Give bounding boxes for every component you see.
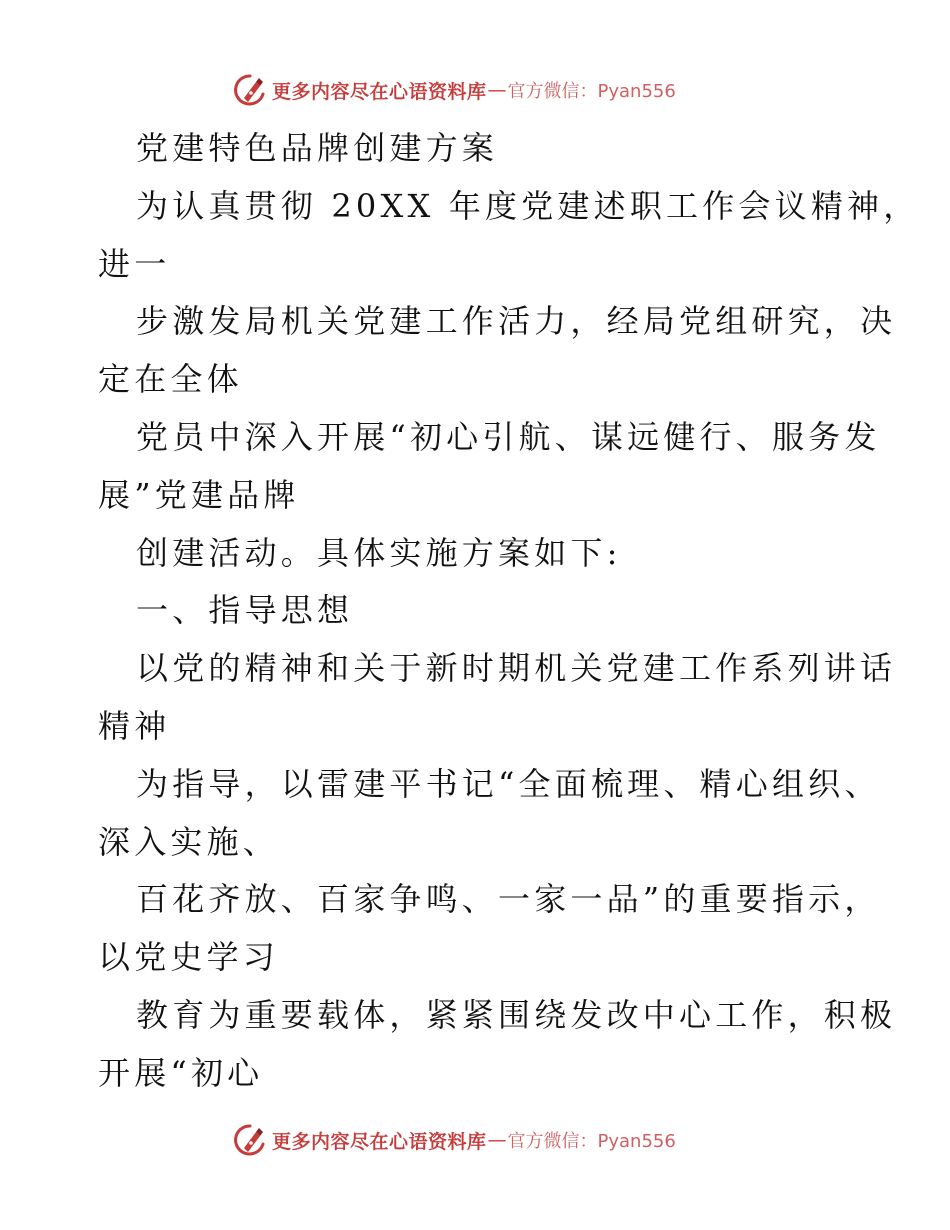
paragraph-line: 进一 (98, 244, 171, 283)
paragraph-line: 为认真贯彻 20XX 年度党建述职工作会议精神， (136, 186, 920, 225)
document-title: 党建特色品牌创建方案 (136, 129, 499, 167)
paragraph-line: 精神 (98, 706, 171, 745)
paragraph-line: 步激发局机关党建工作活力，经局党组研究，决 (136, 302, 897, 341)
paragraph-line: 以党的精神和关于新时期机关党建工作系列讲话 (136, 649, 897, 688)
footer-banner-main: 更多内容尽在心语资料库 (272, 1130, 487, 1153)
paragraph-line: 以党史学习 (98, 938, 280, 977)
footer-banner-dash: — (487, 1129, 507, 1151)
header-banner (232, 70, 752, 110)
paragraph-line: 定在全体 (98, 360, 243, 399)
paragraph-line: 创建活动。具体实施方案如下: (136, 533, 622, 572)
header-banner-dash: — (487, 79, 507, 101)
document-body (98, 120, 920, 1103)
header-banner-main: 更多内容尽在心语资料库 (272, 80, 487, 103)
paragraph-line: 为指导，以雷建平书记“全面梳理、精心组织、 (136, 764, 881, 803)
paragraph-line: 开展“初心 (98, 1053, 264, 1092)
header-banner-wechat: 官方微信：Pyan556 (507, 81, 676, 102)
footer-banner (232, 1120, 752, 1160)
footer-banner-wechat: 官方微信：Pyan556 (507, 1131, 676, 1152)
paragraph-line: 展”党建品牌 (98, 475, 300, 514)
paragraph-line: 教育为重要载体，紧紧围绕发改中心工作，积极 (136, 995, 897, 1034)
paragraph-line: 党员中深入开展“初心引航、谋远健行、服务发 (136, 417, 881, 456)
pen-nib-circle-icon (232, 72, 268, 108)
section-heading: 一、指导思想 (136, 591, 354, 630)
pen-nib-circle-icon (232, 1122, 268, 1158)
paragraph-line: 百花齐放、百家争鸣、一家一品”的重要指示， (136, 880, 881, 919)
paragraph-line: 深入实施、 (98, 822, 280, 861)
